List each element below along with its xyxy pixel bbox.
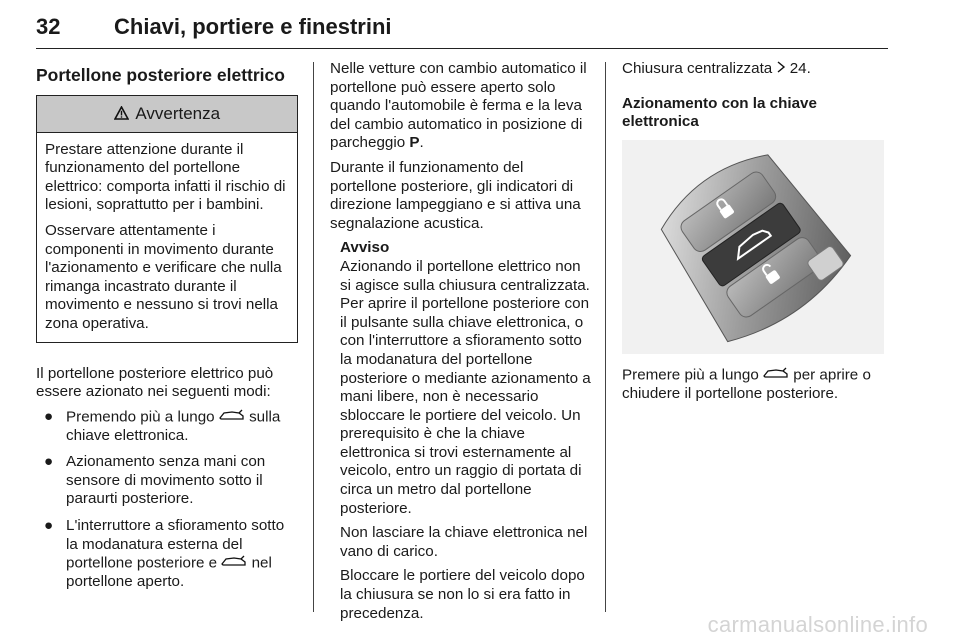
watermark: carmanualsonline.info [707, 612, 928, 637]
page-reference-arrow-icon [777, 60, 790, 77]
key-fob-illustration [622, 140, 884, 354]
paragraph: Nelle vetture con cambio automatico il portellone può essere aperto solo quando l'automobile è ferma e la leva del cambio automatico in posizione di parcheggio P. [330, 60, 587, 152]
note-paragraph: Azionando il portellone elettrico non si agisce sulla chiusura centralizzata. Per aprire il portellone posteriore con il pulsante sulla chiave elettronica, o con l'interruttore a sfioramento sotto la modanatura del portellone posteriore o mediante azionamento a mani libere, non è necessario sbloccare le portiere del veicolo. Un prerequisito è che la chiave elettronica si trovi esternamente al veicolo, entro un raggio di portata di circa un metro dal portellone posteriore. [340, 257, 591, 517]
intro-text: Il portellone posteriore elettrico può essere azionato nei seguenti modi: [36, 364, 274, 401]
tailgate-icon [221, 554, 247, 573]
cross-reference: Chiusura centralizzata 24. [622, 60, 811, 77]
note-title: Avviso [340, 239, 390, 257]
tailgate-icon [219, 408, 245, 427]
chapter-title: Chiavi, portiere e finestrini [114, 14, 392, 39]
page-header [36, 6, 888, 49]
warning-title: Avvertenza [135, 103, 221, 123]
column-3 [622, 60, 890, 403]
note-paragraph: Non lasciare la chiave elettronica nel vano di carico. [340, 524, 588, 560]
column-1 [36, 60, 298, 600]
warning-header [37, 96, 297, 133]
bullet-icon: ● [44, 453, 54, 471]
list-item: ● L'interruttore a sfioramento sotto la modanatura esterna del portellone posteriore e nel portellone aperto. [44, 517, 285, 591]
bullet-icon: ● [44, 407, 54, 425]
list-item: ● Premendo più a lungo sulla chiave elettronica. [44, 407, 281, 444]
subheading: Azionamento con la chiave elettronica [622, 94, 817, 131]
image-caption: Premere più a lungo per aprire o chiudere il portellone posteriore. [622, 366, 871, 402]
column-divider-1 [313, 62, 314, 612]
operation-methods-list [36, 408, 298, 592]
section-title: Portellone posteriore elettrico [36, 65, 285, 85]
park-position-label: P [409, 134, 420, 152]
bullet-icon: ● [44, 517, 54, 534]
note-paragraph: Bloccare le portiere del veicolo dopo la chiusura se non lo si era fatto in precedenza. [340, 567, 585, 622]
note-block [330, 239, 592, 623]
list-item: ● Azionamento senza mani con sensore di movimento sotto il paraurti posteriore. [44, 453, 266, 508]
warning-paragraph: Prestare attenzione durante il funzionamento del portellone elettrico: comporta infatti il rischio di lesioni, soprattutto per i bambini. [45, 140, 286, 214]
column-divider-2 [605, 62, 606, 612]
column-2 [330, 60, 592, 629]
paragraph: Durante il funzionamento del portellone posteriore, gli indicatori di direzione lampeggiano e si attiva una segnalazione acustica. [330, 158, 581, 232]
warning-box [36, 95, 298, 343]
warning-body [37, 133, 297, 342]
warning-paragraph: Osservare attentamente i componenti in movimento durante l'azionamento e verificare che nulla rimanga incastrato durante il movimento e nessuno si trovi nella zona operativa. [45, 221, 282, 332]
warning-triangle-icon [114, 106, 133, 123]
page-number: 32 [36, 14, 61, 39]
tailgate-icon [763, 366, 789, 385]
